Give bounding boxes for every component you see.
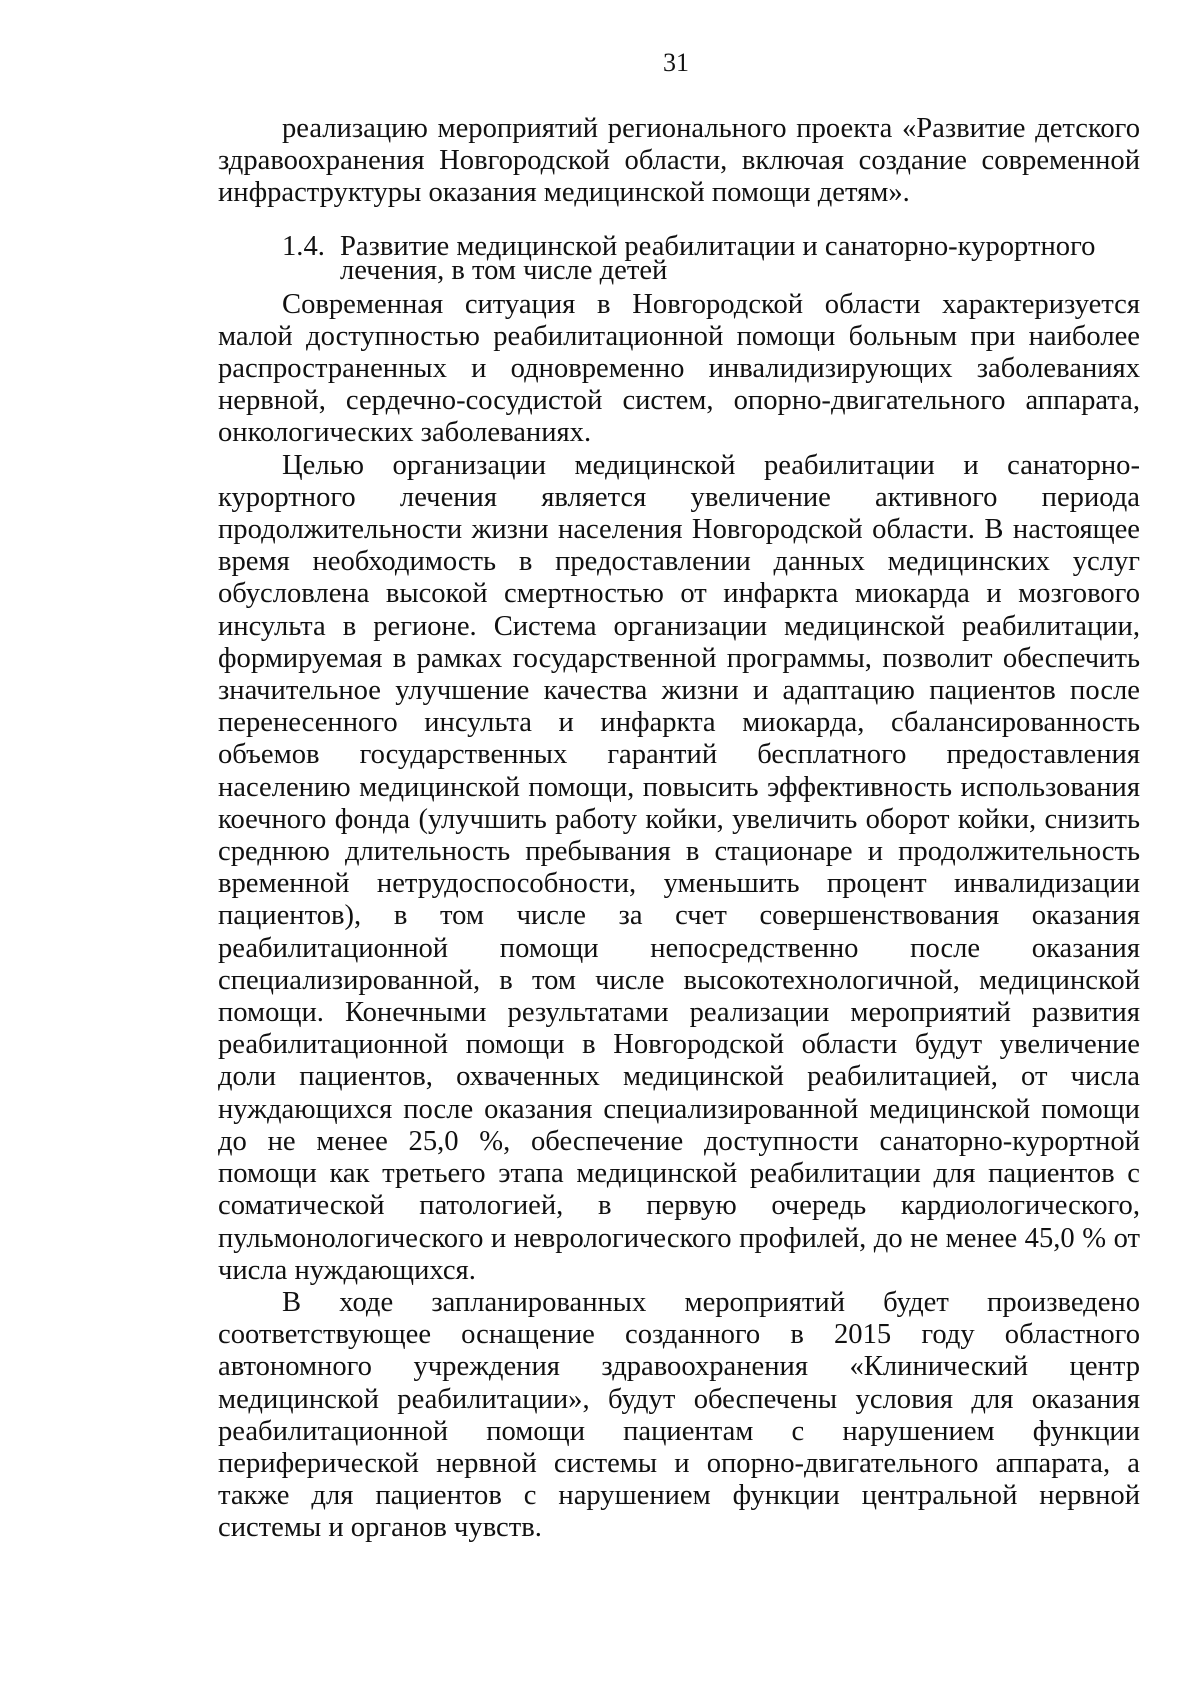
- document-body: [218, 113, 1140, 1545]
- page-number: 31: [663, 48, 689, 77]
- section-title: Развитие медицинской реабилитации и санаторно-курортного лечения, в том числе детей: [340, 230, 1096, 286]
- paragraph: Современная ситуация в Новгородской области характеризуется малой доступностью реабилитационной помощи больным при наиболее распространенных и одновременно инвалидизирующих заболеваниях нервной, сердечно-сосудистой систем, опорно-двигательного аппарата, онкологических заболеваниях.: [218, 288, 1140, 449]
- paragraph: Целью организации медицинской реабилитации и санаторно-курортного лечения является увеличение активного периода продолжительности жизни населения Новгородской области. В настоящее время необходимость в предоставлении данных медицинских услуг обусловлена высокой смертностью от инфаркта миокарда и мозгового инсульта в регионе. Система организации медицинской реабилитации, формируемая в рамках государственной программы, позволит обеспечить значительное улучшение качества жизни и адаптацию пациентов после перенесенного инсульта и инфаркта миокарда, сбалансированность объемов государственных гарантий бесплатного предоставления населению медицинской помощи, повысить эффективность использования коечного фонда (улучшить работу койки, увеличить оборот койки, снизить среднюю длительность пребывания в стационаре и продолжительность временной нетрудоспособности, уменьшить процент инвалидизации пациентов), в том числе за счет совершенствования оказания реабилитационной помощи непосредственно после оказания специализированной, в том числе высокотехнологичной, медицинской помощи. Конечными результатами реализации мероприятий развития реабилитационной помощи в Новгородской области будут увеличение доли пациентов, охваченных медицинской реабилитацией, от числа нуждающихся после оказания специализированной медицинской помощи до не менее 25,0 %, обеспечение доступности санаторно-курортной помощи как третьего этапа медицинской реабилитации для пациентов с соматической патологией, в первую очередь кардиологического, пульмонологического и неврологического профилей, до не менее 45,0 % от числа нуждающихся.: [218, 449, 1140, 1286]
- section-number: 1.4.: [282, 230, 325, 262]
- paragraph: В ходе запланированных мероприятий будет произведено соответствующее оснащение созданного в 2015 году областного автономного учреждения здравоохранения «Клинический центр медицинской реабилитации», будут обеспечены условия для оказания реабилитационной помощи пациентам с нарушением функции периферической нервной системы и опорно-двигательного аппарата, а также для пациентов с нарушением функции центральной нервной системы и органов чувств.: [218, 1286, 1140, 1544]
- section-heading: [282, 230, 1140, 286]
- intro-paragraph: реализацию мероприятий регионального проекта «Развитие детского здравоохранения Новгородской области, включая создание современной инфраструктуры оказания медицинской помощи детям».: [218, 113, 1140, 209]
